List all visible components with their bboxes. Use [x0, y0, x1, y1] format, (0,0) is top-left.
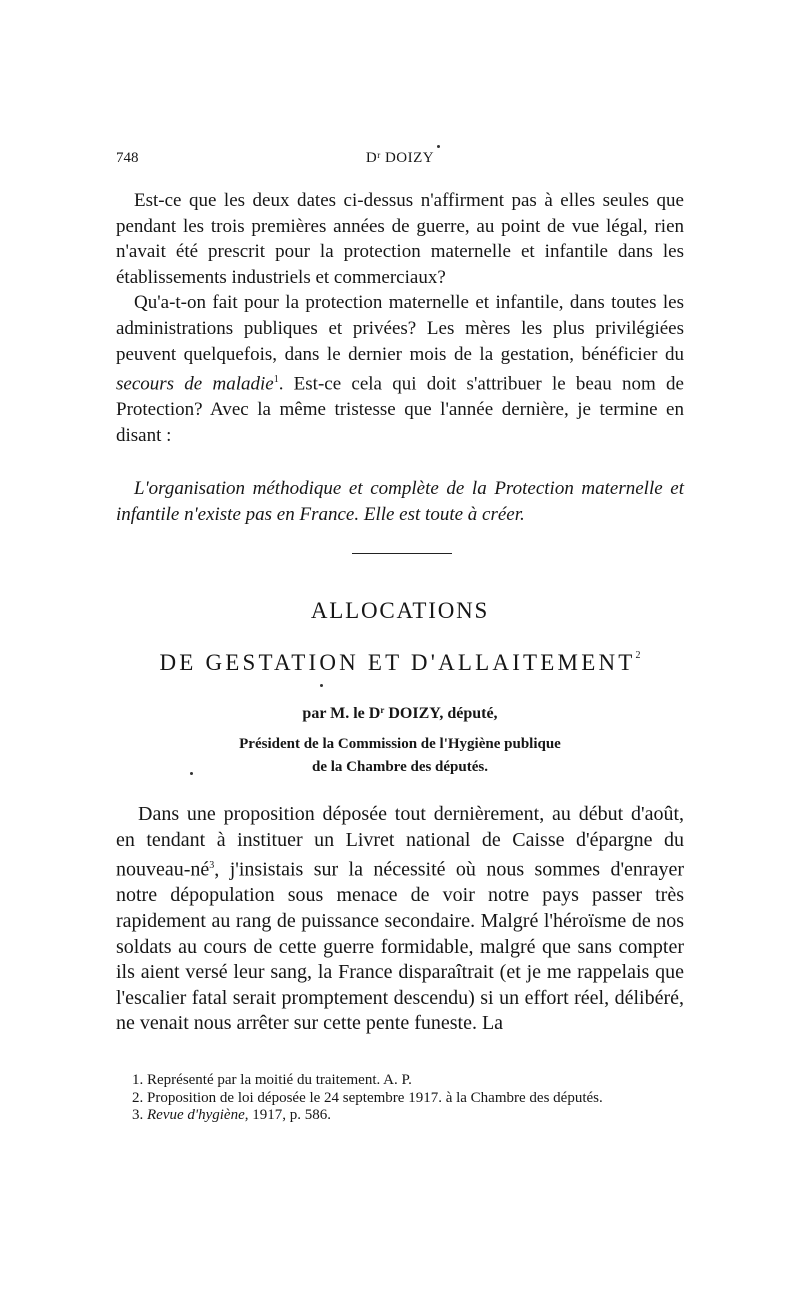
byline-author: DOIZY, député, [384, 705, 498, 722]
footnote-3 [116, 1107, 684, 1125]
print-speck [320, 684, 323, 687]
intro-p2-text-end: . Est-ce cela qui doit s'attribuer le beau nom de Protection? Avec la même tristesse que l'année dernière, je termine en disant : [116, 373, 684, 446]
byline-prefix: par M. le D [302, 705, 381, 722]
footnote-3-journal: Revue d'hygiène [147, 1107, 245, 1123]
byline [0, 705, 800, 723]
article-title-text: DE GESTATION ET D'ALLAITEMENT [159, 650, 636, 675]
byline-sup: r [380, 705, 385, 715]
print-speck [437, 145, 440, 148]
print-speck [190, 772, 193, 775]
footnote-ref-2: 2 [635, 650, 641, 661]
footnote-3-citation: , 1917, p. 586. [244, 1107, 331, 1123]
footnote-3-number: 3. [132, 1107, 147, 1123]
footnotes [116, 1072, 684, 1125]
article-title-line-1: ALLOCATIONS [310, 598, 490, 623]
page-number: 748 [116, 150, 139, 166]
main-text [116, 802, 684, 1037]
intro-paragraph-2 [116, 290, 684, 448]
page-header [116, 150, 684, 174]
footnote-ref-3: 3 [209, 860, 215, 872]
main-paragraph [116, 802, 684, 1037]
footnote-ref-1: 1 [273, 374, 279, 386]
intro-paragraph-1: Est-ce que les deux dates ci-dessus n'affirment pas à elles seules que pendant les trois premières années de guerre, au point de vue légal, rien n'avait été prescrit pour la protection maternelle et infantile dans les établissements industriels et commerciaux? [116, 190, 684, 288]
footnote-1: 1. Représenté par la moitié du traitement. A. P. [132, 1072, 412, 1088]
main-p-text-end: , j'insistais sur la nécessité où nous sommes d'enrayer notre dépopulation sous menace de voir notre pays passer très rapidement au rang de puissance secondaire. Malgré l'héroïsme de nos soldats au cours de cette guerre formidable, malgré que sans compter ils aient versé leur sang, la France disparaîtrait (et je me rappelais que l'escalier fatal serait promptement descendu) si un effort réel, délibéré, ne venait nous arrêter sur cette pente funeste. La [116, 858, 684, 1035]
running-head-prefix: D [365, 150, 378, 166]
footnote-2: 2. Proposition de loi déposée le 24 septembre 1917. à la Chambre des députés. [132, 1089, 603, 1106]
affiliation-line-2: de la Chambre des députés. [312, 759, 488, 775]
running-head [116, 150, 684, 167]
affiliation-line-1: Président de la Commission de l'Hygiène publique [239, 736, 561, 752]
main-p-text: Dans une proposition déposée tout dernièrement, au début d'août, en tendant à instituer un Livret national de Caisse d'épargne du nouveau-né [116, 803, 684, 881]
intro-p2-text: Qu'a-t-on fait pour la protection maternelle et infantile, dans toutes les administrations publiques et privées? Les mères les plus privilégiées peuvent quelquefois, dans le dernier mois de la gestation, bénéficier du [116, 292, 684, 365]
conclusion-quote: L'organisation méthodique et complète de la Protection maternelle et infantile n'existe pas en France. Elle est toute à créer. [116, 478, 684, 525]
intro-p2-italic: secours de maladie [116, 373, 274, 395]
intro-text [116, 188, 684, 448]
article-title-line-2 [0, 650, 800, 676]
running-head-sup: r [377, 150, 381, 160]
running-head-name: DOIZY [380, 150, 435, 166]
section-divider [352, 553, 452, 554]
